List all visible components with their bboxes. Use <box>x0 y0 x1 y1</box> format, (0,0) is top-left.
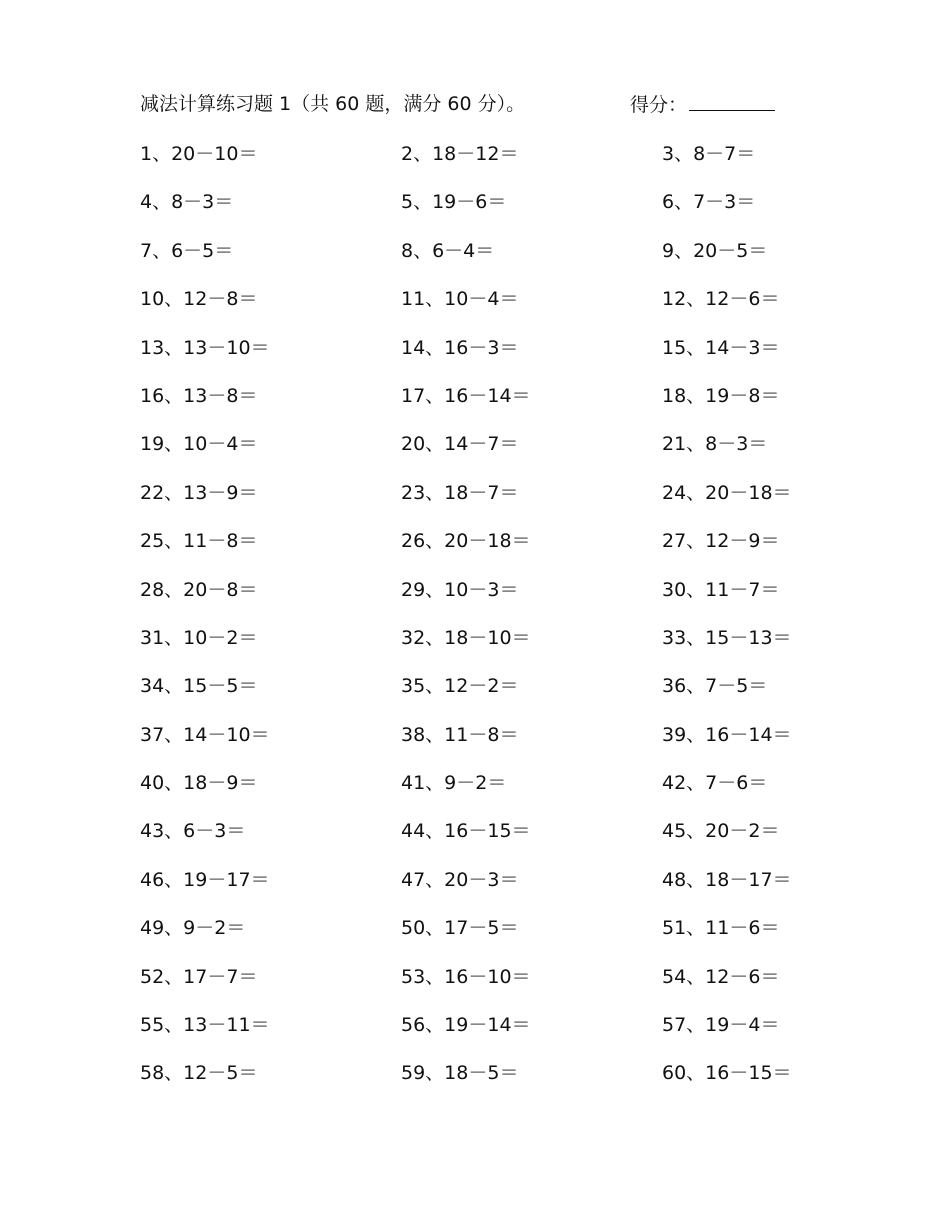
problem-item: 32、18－10＝ <box>401 626 531 649</box>
problem-item: 60、16－15＝ <box>662 1062 792 1085</box>
problem-item: 31、10－2＝ <box>140 626 258 649</box>
problem-item: 12、12－6＝ <box>662 288 780 311</box>
problem-item: 57、19－4＝ <box>662 1014 780 1037</box>
problem-item: 10、12－8＝ <box>140 288 258 311</box>
problem-item: 58、12－5＝ <box>140 1062 258 1085</box>
problem-item: 51、11－6＝ <box>662 917 780 940</box>
problem-item: 16、13－8＝ <box>140 384 258 407</box>
problem-item: 45、20－2＝ <box>662 820 780 843</box>
problem-item: 22、13－9＝ <box>140 481 258 504</box>
problem-grid <box>140 140 820 1108</box>
problem-item: 52、17－7＝ <box>140 965 258 988</box>
problem-item: 21、8－3＝ <box>662 433 768 456</box>
score-field <box>630 90 775 119</box>
problem-item: 4、8－3＝ <box>140 191 234 214</box>
problem-item: 44、16－15＝ <box>401 820 531 843</box>
problem-item: 15、14－3＝ <box>662 336 780 359</box>
problem-item: 46、19－17＝ <box>140 868 270 891</box>
problem-item: 2、18－12＝ <box>401 143 519 165</box>
problem-item: 25、11－8＝ <box>140 530 258 553</box>
problem-item: 55、13－11＝ <box>140 1014 270 1037</box>
problem-item: 27、12－9＝ <box>662 530 780 553</box>
problem-item: 28、20－8＝ <box>140 578 258 601</box>
problem-item: 35、12－2＝ <box>401 675 519 698</box>
worksheet-header <box>140 90 800 118</box>
problem-item: 9、20－5＝ <box>662 239 768 262</box>
problem-item: 43、6－3＝ <box>140 820 246 843</box>
problem-item: 56、19－14＝ <box>401 1014 531 1037</box>
problem-item: 3、8－7＝ <box>662 143 756 165</box>
problem-item: 49、9－2＝ <box>140 917 246 940</box>
problem-item: 26、20－18＝ <box>401 530 531 553</box>
problem-item: 14、16－3＝ <box>401 336 519 359</box>
problem-item: 47、20－3＝ <box>401 868 519 891</box>
problem-item: 24、20－18＝ <box>662 481 792 504</box>
problem-item: 13、13－10＝ <box>140 336 270 359</box>
problem-item: 19、10－4＝ <box>140 433 258 456</box>
problem-item: 34、15－5＝ <box>140 675 258 698</box>
problem-item: 40、18－9＝ <box>140 772 258 795</box>
problem-item: 11、10－4＝ <box>401 288 519 311</box>
problem-item: 23、18－7＝ <box>401 481 519 504</box>
problem-item: 36、7－5＝ <box>662 675 768 698</box>
problem-item: 50、17－5＝ <box>401 917 519 940</box>
problem-item: 39、16－14＝ <box>662 723 792 746</box>
problem-item: 37、14－10＝ <box>140 723 270 746</box>
problem-item: 7、6－5＝ <box>140 239 234 262</box>
problem-item: 41、9－2＝ <box>401 772 507 795</box>
problem-item: 48、18－17＝ <box>662 868 792 891</box>
problem-item: 17、16－14＝ <box>401 384 531 407</box>
problem-item: 42、7－6＝ <box>662 772 768 795</box>
problem-item: 18、19－8＝ <box>662 384 780 407</box>
problem-item: 54、12－6＝ <box>662 965 780 988</box>
problem-item: 30、11－7＝ <box>662 578 780 601</box>
problem-item: 5、19－6＝ <box>401 191 507 214</box>
problem-item: 8、6－4＝ <box>401 239 495 262</box>
problem-item: 53、16－10＝ <box>401 965 531 988</box>
problem-item: 6、7－3＝ <box>662 191 756 214</box>
problem-item: 20、14－7＝ <box>401 433 519 456</box>
problem-item: 1、20－10＝ <box>140 143 258 165</box>
score-blank-line[interactable] <box>689 90 775 111</box>
problem-item: 38、11－8＝ <box>401 723 519 746</box>
worksheet-title: 减法计算练习题 1（共 60 题，满分 60 分）。 <box>140 93 526 115</box>
problem-item: 29、10－3＝ <box>401 578 519 601</box>
score-label: 得分： <box>630 94 688 116</box>
problem-item: 59、18－5＝ <box>401 1062 519 1085</box>
problem-item: 33、15－13＝ <box>662 626 792 649</box>
